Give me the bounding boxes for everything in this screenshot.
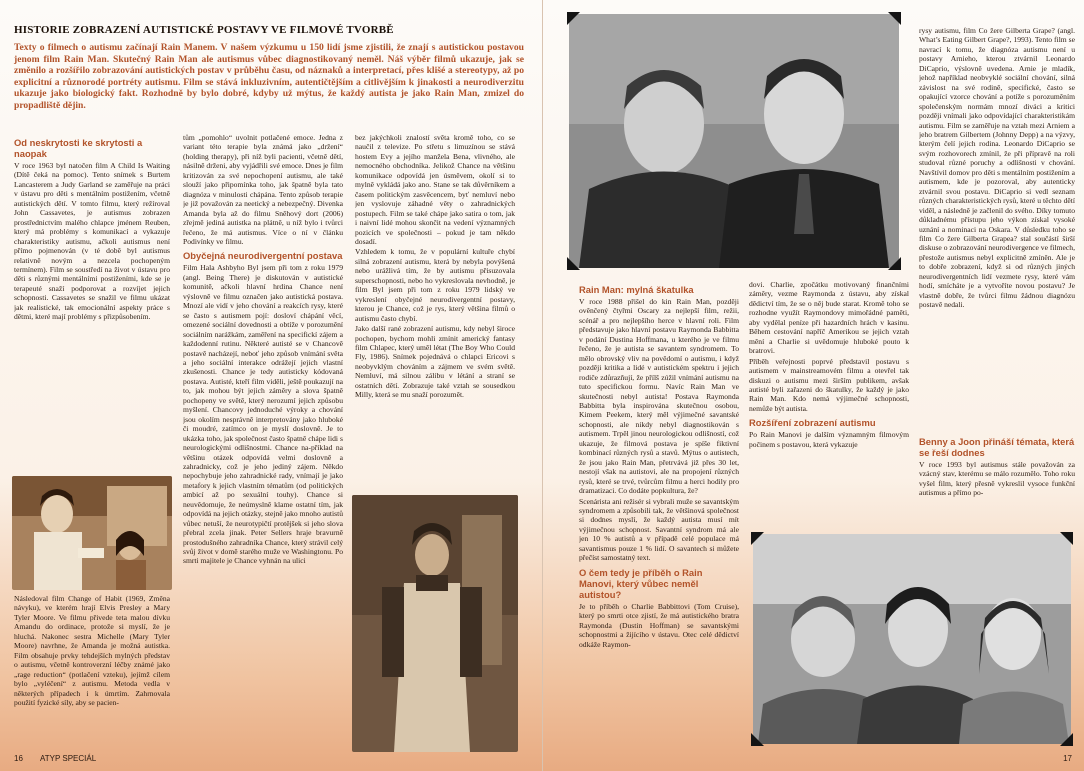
photo-corner bbox=[567, 257, 580, 270]
photo-being-there bbox=[352, 495, 518, 752]
photo-corner bbox=[751, 733, 764, 746]
body-paragraph: tům „pomohlo“ uvolnit potlačené emoce. Jedna z variant této terapie byla známá jako „držení“ (holding therapy), při níž byli pacienti, včetně dětí, násilně drženi, aby vyjádřili své emoce. Dnes je film kritizován za své nepochopení autismu, ale také slouží jako připomínka toho, jak špatně byla tato diagnóza v minulosti chápána. Tento způsob terapie je již považován za neetický a nebezpečný. Divenka Amanda byla až do filmu Sněhový dort (2006) zřejmě jediná autistka na plátně, u níž bylo i tvůrci řečeno, že má autismus. Více o ní v článku Podivínky ve filmu. bbox=[183, 133, 343, 246]
photo-image bbox=[753, 534, 1071, 744]
body-paragraph: Následoval film Change of Habit (1969, Změna návyku), ve kterém hrají Elvis Presley a Mary Tyler Moore. Ve filmu přivede teta malou dívku Amandu do ordinace, protože si myslí, že je hluchá. Nakonec sestra Michelle (Mary Tyler Moore) navrhne, že Amanda je možná autistka. Film obsahuje prvky tehdejších mylných představ o autismu, včetně kontroverzní léčby známé jako „rage reduction“ (potlačení vzteku), jejímž cílem bylo „vyléčení“ z autismu. Metoda vedla v některých případech i k úmrtím. Zahrnovala použití fyzické síly, aby se pacien- bbox=[14, 594, 170, 707]
section-heading: Od neskrytosti ke skrytosti a naopak bbox=[14, 137, 143, 159]
left-column-3 bbox=[355, 133, 515, 491]
section-heading: Rozšíření zobrazení autismu bbox=[749, 417, 876, 429]
body-paragraph: V roce 1963 byl natočen film A Child Is Waiting (Dítě čeká na pomoc). Tento snímek s Burtem Lancasterem a Judy Garland se zaměřuje na práci v ústavu pro děti s mentálním postižením, včetně autistických dětí. V tomto filmu, který režíroval John Cassavetes, je autismus zobrazen prostřednictvím malého chlapce jménem Reuben, který má problémy s komunikací a vykazuje charakteristiky autismu, ačkoli autismus není přímo pojmenován (v té době byl autismus relativně novým a nezcela pochopeným termínem). Film se soustředí na život v ústavu pro děti s různými mentálními postiženími, kde se je terapeuté snaží podporovat a rozvíjet jejich schopnosti. Cassavetes se snažil ve filmu ukázat jak realistické, tak emocionální aspekty práce s dětmi, které mají problémy s přizpůsobením. bbox=[14, 161, 170, 322]
photo-image bbox=[569, 14, 899, 268]
photo-image bbox=[12, 476, 172, 590]
body-paragraph: Scenárista ani režisér si vybrali muže se savantským syndromem a způsobili tak, že většinová společnost si dodnes myslí, že každý autista musí mít výjimečnou schopnost. Savantní syndrom má ale jen 10 % autistů a v případě celé populace má savantismus pouze 1 % lidí. O savantech si můžete přečíst samostatný text. bbox=[579, 496, 739, 563]
left-column-1b bbox=[14, 594, 170, 760]
photo-corner bbox=[1060, 532, 1073, 545]
body-paragraph: Vzhledem k tomu, že v populární kultuře chybí silná zobrazení autismu, která by nebyla povýšená nebo urážlivá tím, že by autismu přisuzovala superschopnosti, nebo ho vykreslovala nevhodně, je film Byl jsem při tom z roku 1979 lidský ve vykreslení obyčejné neurodivergentní postavy, kterou je Chance, což je rys, který většina filmů o autismu často chybí. bbox=[355, 247, 515, 323]
footer-page-number: 17 bbox=[1063, 754, 1072, 763]
body-paragraph: Film Hala Ashbyho Byl jsem při tom z roku 1979 (angl. Being There) je diskutován v autistické komunitě, ačkoli hlavní hrdina Chance není výslovně ve filmu označen jako autistická postava. Mnozí ale vidí v jeho chování a reakcích rysy, které se často s autismem pojí: dosloví chápání věcí, omezené sociální dovednosti a obtíže v porozumění sociálním narážkám, zaměření na specifickí zájem a každodenní rutinu. Některé autisté se v Chancově postavě nacházejí, neboť jeho způsob vnímání světa a jeho sociální interakce odrážejí jejich vlastní zkušenosti. Chance je tedy autisticky kódovaná postava. Autisté, kteří film viděli, ještě poukazují na to, jak mohou být jejich záměry a slova špatně pochopeny ve světě, který nerozumí jejich způsobu myšlení. Chancovy jednoduché výroky a chování jsou okolím nesprávně interpretovány jako hluboké či moudré, zatímco on je myslí doslovně. Je to ukázka toho, jak společnost často špatně chápe lidi s neurologickými odlišnostmi. Chance na-příklad na většinu otázek odpovídá velmi doslovně a zahradnicky, což je jeho jediný zájem. Někdo nepochybuje jeho zahradnické rady, vnímají je jako metafory k jejich vlastním tématům (od politických ambicí až po sexuální touhy). Chance si neuvědomuje, že neúmyslně klame ostatní tím, jak odpovídá na jejich otázky, stejně jako mnoho autistů vůbec netuší, že neurotypičtí protějšek si jeho slova přebral zcela jinak. Peter Sellers hraje bravurně prostodušného zahradníka Chance, který strávil celý svůj život v domě starého muže ve Washingtonu. Po smrti majitele je Chance vyhnán na ulici bbox=[183, 263, 343, 566]
article-title: HISTORIE ZOBRAZENÍ AUTISTICKÉ POSTAVY VE FILMOVÉ TVORBĚ bbox=[14, 24, 394, 36]
right-page bbox=[542, 0, 1084, 771]
footer-page-number: 16 bbox=[14, 754, 23, 763]
right-column-1 bbox=[579, 280, 739, 750]
right-column-3 bbox=[919, 26, 1075, 429]
body-paragraph: Příběh veřejnosti poprvé představil postavu s autismem v mainstreamovém filmu a otevřel tak diskuzi o autismu mezi širším publikem, avšak autisté byli zařazeni do škatulky, že každý je jako Rain Man. Kdo nemá výjimečné schopnosti, nemůže být autista. bbox=[749, 356, 909, 413]
section-heading: Benny a Joon přináší témata, která se řeší dodnes bbox=[919, 436, 1075, 458]
right-column-3b bbox=[919, 432, 1075, 524]
photo-corner bbox=[888, 257, 901, 270]
photo-image bbox=[352, 495, 518, 752]
photo-corner bbox=[751, 532, 764, 545]
body-paragraph: Po Rain Manovi je dalším významným filmovým počinem s postavou, která vykazuje bbox=[749, 430, 909, 449]
body-paragraph: Jako další rané zobrazení autismu, kdy nebyl široce pochopen, bychom mohli zmínit americký fantasy film Chlapec, který uměl létat (The Boy Who Could Fly, 1986). Snímek pojednává o chlapci Ericovi s neobyvklým chováním a zájmem ve svém světě. Nemluví, má silnou zálibu v létání a straní se ostatních dětí. Zobrazuje také vztah se sousedkou Milly, která se mu snaží porozumět. bbox=[355, 324, 515, 400]
photo-change-of-habit bbox=[12, 476, 172, 590]
right-column-2 bbox=[749, 280, 909, 532]
body-paragraph: Je to příběh o Charlie Babbittovi (Tom Cruise), který po smrti otce zjistí, že má autistického bratra Raymonda (Dustin Hoffman) se savantskými schopnostmi a žijícího v ústavu. Otec celé dědictví odkáže Raymon- bbox=[579, 601, 739, 649]
body-paragraph: rysy autismu, film Co žere Gilberta Grape? (angl. What’s Eating Gilbert Grape?, 1993). Tento film se navrací k tomu, že diagnóza autismu není u postavy Arnieho, kterou ztvárnil Leonardo DiCaprio, výslovně uvedena. Arnie je mladík, jehož například neobvyklé sociální chování, silná závislost na své rodině, specifické, často se opakující vzorce chování a potíže s porozuměním společenským normám mnozí diváci a kritici později vnímali jako odpovídající charakteristikám autismu. Film se zaměřuje na vztah mezi Arniem a jeho bratrem Gilbertem (Johnny Depp) a na výzvy, kterým čelí jejich rodina. Leonardo DiCaprio se svým rozhovorech zmínil, že při přípravě na roli studoval různé poruchy a odlišnosti v chování. Navštívil domov pro děti s mentálním postižením a autismem, kde je pozoroval, aby autenticky ztvárnil svou postavu. DiCaprio si vedl seznam různých charakteristických rysů, které u těchto dětí viděl, a následně je začlenil do svého. Díky tomuto důkladnému přístupu jeho výkon získal vysoké uznání a nominaci na Oskara. V důsledku toho se film Co žere Gilberta Grapea? stal součástí širší diskuse o zobrazování neurodivergence ve filmech, přestože autismus nebyl explicitně zmíněn. Ale je to dobře zobrazení, když si od různých jiných neurodivergentních lidí vezmete rysy, které vám hodí, smícháte je a vytvoříte novou postavu? Je vlastně dobře, že tvůrci filmu žádnou diagnózu postavě nedali. bbox=[919, 26, 1075, 310]
body-paragraph: V roce 1988 přišel do kin Rain Man, později ověnčený čtyřmi Oscary za nejlepší film, režii, scénář a pro nejlepšího herce v hlavní roli. Film představuje jako hlavní postavu Raymonda Babbitta v podání Dustina Hoffmana, u kterého je ve filmu řečeno, že je autista se savantem syndromem. To mělo obrovský vliv na povědomí o autismu, i když později kritika a lidé v autistickém spektru i jejich rodiče zdůrazňují, že přílš zúžil vnímání autismu na tuto specifickou formu. Navíc Rain Man ve skutečnosti nebyl autista! Postava Raymonda Babbitta byla inspirována skutečnou osobou, Kimem Peekem, který měl výjimečné savantské schopnosti, ale nikdy nebyl diagnostikován s autismem. Trpěl jinou neurologickou odlišností, což ukazuje, že filmová postava je spíše fiktivní kombinací různých rysů a stavů. Mýtus o autistech, že jsou jako Rain Man, přetrvává již přes 30 let, nestojí však na autistovi, ale na propojení různých rysů, které se trvé, tvůrcům filmu a herci hodily pro dramatizaci. Co dodáte popkultura, že? bbox=[579, 297, 739, 496]
photo-corner bbox=[567, 12, 580, 25]
photo-gilbert-grape bbox=[753, 534, 1071, 744]
footer-brand: ATYP SPECIÁL bbox=[40, 754, 97, 763]
article-lead: Texty o filmech o autismu začínají Rain Manem. V našem výzkumu u 150 lidí jsme zjistili, že znají s autistickou postavou jenom film Rain Man. Skutečný Rain Man ale autismus vůbec diagnostikovaný neměl. Náš výběr filmů ukazuje, jak se změnilo a rozšířilo zobrazování autistických postav v průběhu času, od náznaků a interpretací, přes klišé a stereotypy, až po explicitní a různorodé portréty autismu. Film se stává inkluzivním, autentičtějším a citlivějším k jinakosti a neurodiverzitu ukazuje jako biologický fakt. Rozhodně by bylo dobré, kdyby už mýtus, že každý autista je jako Rain Man, zmizel do propadliště dějin. bbox=[14, 42, 524, 111]
photo-corner bbox=[1060, 733, 1073, 746]
section-subheading: O čem tedy je příběh o Rain Manovi, který vůbec neměl autistou? bbox=[579, 566, 703, 600]
left-column-2 bbox=[183, 133, 343, 760]
section-heading: Rain Man: mylná škatulka bbox=[579, 284, 694, 295]
body-paragraph: bez jakýchkoli znalostí světa kromě toho, co se naučil z televize. Po střetu s limuzínou se stává hostem Evy a jejího manžela Bena, vlivného, ale nemocného obchodníka. Jelikož Chance na většinu komunikace odpovídá jen úsměvem, okolí si to mylně vykládá jako ano. Stane se tak důvěrníkem a časem politickým zasvěcencem, byť nemluví nebo jen vyslovuje záhadné věty o zahradnických postupech. Film se také chápe jako satira o tom, jak i naivní lidé mohou skončit na vedení významných pozicích ve společnosti – pokud je tam někdo dosadí. bbox=[355, 133, 515, 246]
section-heading: Obyčejná neurodivergentní postava bbox=[183, 250, 343, 262]
body-paragraph: V roce 1993 byl autismus stále považován za vzácný stav, kterému se málo rozumělo. Toho roku vyšel film, který přesně vykreslil vysoce funkční autismus a přímo po- bbox=[919, 460, 1075, 498]
body-paragraph: dovi. Charlie, zpočátku motivovaný finančními záměry, vezme Raymonda z ústavu, aby získal dědictví tím, že se o něj bude starat. Kromě toho se rozhodne využít Raymondovy mimořádné paměti, aby vydělal peníze při hazardních hrách v kasinu. Během cestování napříč Amerikou se jejich vztah mění a Charlie si uvědomuje hluboké pouto k bratrovi. bbox=[749, 280, 909, 356]
photo-corner bbox=[888, 12, 901, 25]
photo-rain-man bbox=[569, 14, 899, 268]
left-column-1 bbox=[14, 133, 170, 473]
